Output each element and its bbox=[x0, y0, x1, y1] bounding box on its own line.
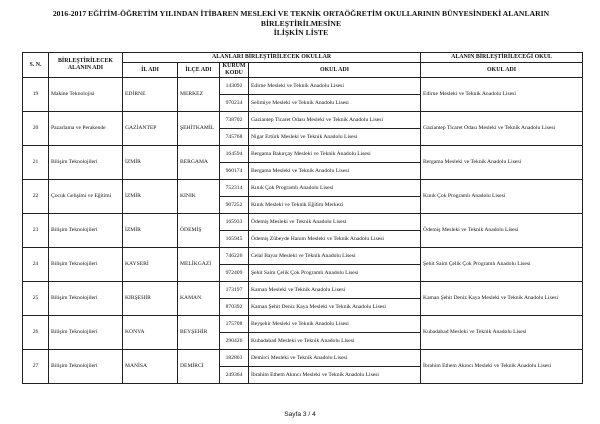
school-name: Beyşehir Mesleki ve Teknik Anadolu Lisesi bbox=[249, 316, 421, 333]
school-name: Kaman Mesleki ve Teknik Anadolu Lisesi bbox=[249, 282, 421, 299]
field-name: Bilişim Teknolojileri bbox=[49, 316, 123, 350]
target-school-name: Ödemiş Mesleki ve Teknik Anadolu Lisesi bbox=[421, 214, 583, 248]
province: İZMİR bbox=[123, 214, 178, 248]
table-row bbox=[23, 146, 583, 163]
school-name: Ödemiş Zübeyde Hanım Mesleki ve Teknik Anadolu Lisesi bbox=[249, 231, 421, 248]
institution-code: 738702 bbox=[220, 112, 249, 129]
institution-code: 143092 bbox=[220, 78, 249, 95]
field-name: Bilişim Teknolojileri bbox=[49, 214, 123, 248]
field-name: Bilişim Teknolojileri bbox=[49, 248, 123, 282]
field-name: Bilişim Teknolojileri bbox=[49, 282, 123, 316]
table-row bbox=[23, 180, 583, 197]
school-name: Edirne Mesleki ve Teknik Anadolu Lisesi bbox=[249, 78, 421, 95]
target-school-name: Kınık Çok Programlı Anadolu Lisesi bbox=[421, 180, 583, 214]
page-number: Sayfa 3 / 4 bbox=[284, 411, 316, 418]
row-number: 24 bbox=[23, 248, 49, 282]
field-name: Pazarlama ve Perakende bbox=[49, 112, 123, 146]
header-il: İL ADI bbox=[123, 63, 178, 78]
province: MANİSA bbox=[123, 350, 178, 384]
province: KONYA bbox=[123, 316, 178, 350]
institution-code: 165933 bbox=[220, 214, 249, 231]
table-row bbox=[23, 78, 583, 95]
field-name: Makine Teknolojisi bbox=[49, 78, 123, 112]
row-number: 23 bbox=[23, 214, 49, 248]
institution-code: 745768 bbox=[220, 129, 249, 146]
merge-table bbox=[22, 52, 583, 384]
school-name: Bergama Mesleki ve Teknik Anadolu Lisesi bbox=[249, 163, 421, 180]
district: MERKEZ bbox=[178, 78, 220, 112]
school-name: Celal Bayar Mesleki ve Teknik Anadolu Lisesi bbox=[249, 248, 421, 265]
school-name: Selimiye Mesleki ve Teknik Anadolu Lisesi bbox=[249, 95, 421, 112]
field-name: Bilişim Teknolojileri bbox=[49, 350, 123, 384]
header-row-1 bbox=[23, 53, 583, 63]
header-ilce: İLÇE ADI bbox=[178, 63, 220, 78]
district: ÖDEMİŞ bbox=[178, 214, 220, 248]
district: MELİKGAZİ bbox=[178, 248, 220, 282]
district: DEMİRCİ bbox=[178, 350, 220, 384]
title-line-1: 2016-2017 EĞİTİM-ÖĞRETİM YILINDAN İTİBAREN MESLEKİ VE TEKNİK ORTAÖĞRETİM OKULLARININ BÜNYESİNDEKİ ALANLARIN BİRLEŞTİRİLMESİNE bbox=[52, 9, 550, 28]
title-line-2: İLİŞKİN LİSTE bbox=[273, 28, 329, 37]
field-name: Bilişim Teknolojileri bbox=[49, 146, 123, 180]
table-row bbox=[23, 214, 583, 231]
target-school-name: Şehit Saim Çelik Çok Programlı Anadolu Lisesi bbox=[421, 248, 583, 282]
province: İZMİR bbox=[123, 146, 178, 180]
institution-code: 164594 bbox=[220, 146, 249, 163]
district: BERGAMA bbox=[178, 146, 220, 180]
district: BEYŞEHİR bbox=[178, 316, 220, 350]
school-name: Kınık Çok Programlı Anadolu Lisesi bbox=[249, 180, 421, 197]
target-school-name: Gaziantep Ticaret Odası Mesleki ve Teknik Anadolu Lisesi bbox=[421, 112, 583, 146]
school-name: İbrahim Ethem Akıncı Mesleki ve Teknik Anadolu Lisesi bbox=[249, 367, 421, 384]
institution-code: 165945 bbox=[220, 231, 249, 248]
row-number: 21 bbox=[23, 146, 49, 180]
school-name: Demirci Mesleki ve Teknik Anadolu Lisesi bbox=[249, 350, 421, 367]
institution-code: 173197 bbox=[220, 282, 249, 299]
table-row bbox=[23, 282, 583, 299]
province: GAZİANTEP bbox=[123, 112, 178, 146]
institution-code: 290426 bbox=[220, 333, 249, 350]
target-school-name: Edirne Mesleki ve Teknik Anadolu Lisesi bbox=[421, 78, 583, 112]
institution-code: 746226 bbox=[220, 248, 249, 265]
row-number: 20 bbox=[23, 112, 49, 146]
province: KAYSERİ bbox=[123, 248, 178, 282]
school-name: Kınık Mesleki ve Teknik Eğitim Merkezi bbox=[249, 197, 421, 214]
table-row bbox=[23, 248, 583, 265]
school-name: Bergama Bakırçay Mesleki ve Teknik Anadolu Lisesi bbox=[249, 146, 421, 163]
institution-code: 182803 bbox=[220, 350, 249, 367]
school-name: Nigar Ertürk Mesleki ve Teknik Anadolu Lisesi bbox=[249, 129, 421, 146]
school-name: Gaziantep Ticaret Odası Mesleki ve Teknik Anadolu Lisesi bbox=[249, 112, 421, 129]
institution-code: 175708 bbox=[220, 316, 249, 333]
header-kurum: KURUM KODU bbox=[220, 63, 249, 78]
field-name: Çocuk Gelişimi ve Eğitimi bbox=[49, 180, 123, 214]
row-number: 22 bbox=[23, 180, 49, 214]
institution-code: 972409 bbox=[220, 265, 249, 282]
institution-code: 970234 bbox=[220, 95, 249, 112]
school-name: Şehit Saim Çelik Çok Programlı Anadolu Lisesi bbox=[249, 265, 421, 282]
header-group-target: ALANIN BİRLEŞTİRİLECEĞİ OKUL bbox=[421, 53, 583, 63]
institution-code: 249364 bbox=[220, 367, 249, 384]
table-row bbox=[23, 350, 583, 367]
institution-code: 752314 bbox=[220, 180, 249, 197]
institution-code: 870392 bbox=[220, 299, 249, 316]
table-row bbox=[23, 112, 583, 129]
province: İZMİR bbox=[123, 180, 178, 214]
district: KAMAN bbox=[178, 282, 220, 316]
school-name: Kaman Şehit Deniz Kaya Mesleki ve Teknik Anadolu Lisesi bbox=[249, 299, 421, 316]
target-school-name: Kaman Şehit Deniz Kaya Mesleki ve Teknik Anadolu Lisesi bbox=[421, 282, 583, 316]
institution-code: 907252 bbox=[220, 197, 249, 214]
school-name: Ödemiş Mesleki ve Teknik Anadolu Lisesi bbox=[249, 214, 421, 231]
district: KINIK bbox=[178, 180, 220, 214]
target-school-name: Kubadabad Mesleki ve Teknik Anadolu Lisesi bbox=[421, 316, 583, 350]
header-sn: S. N. bbox=[23, 53, 49, 78]
target-school-name: Bergama Mesleki ve Teknik Anadolu Lisesi bbox=[421, 146, 583, 180]
document-title bbox=[20, 9, 582, 38]
target-school-name: İbrahim Ethem Akıncı Mesleki ve Teknik Anadolu Lisesi bbox=[421, 350, 583, 384]
row-number: 25 bbox=[23, 282, 49, 316]
table-body bbox=[23, 78, 583, 384]
row-number: 27 bbox=[23, 350, 49, 384]
row-number: 26 bbox=[23, 316, 49, 350]
province: EDİRNE bbox=[123, 78, 178, 112]
province: KIRŞEHİR bbox=[123, 282, 178, 316]
header-group-source: ALANLARI BİRLEŞTİRİLECEK OKULLAR bbox=[123, 53, 421, 63]
row-number: 19 bbox=[23, 78, 49, 112]
institution-code: 960174 bbox=[220, 163, 249, 180]
header-hedef-okul: OKUL ADI bbox=[421, 63, 583, 78]
school-name: Kubadabad Mesleki ve Teknik Anadolu Lisesi bbox=[249, 333, 421, 350]
district: ŞEHİTKAMİL bbox=[178, 112, 220, 146]
table-row bbox=[23, 316, 583, 333]
header-alan: BİRLEŞTİRİLECEK ALANIN ADI bbox=[49, 53, 123, 78]
header-okul: OKUL ADI bbox=[249, 63, 421, 78]
